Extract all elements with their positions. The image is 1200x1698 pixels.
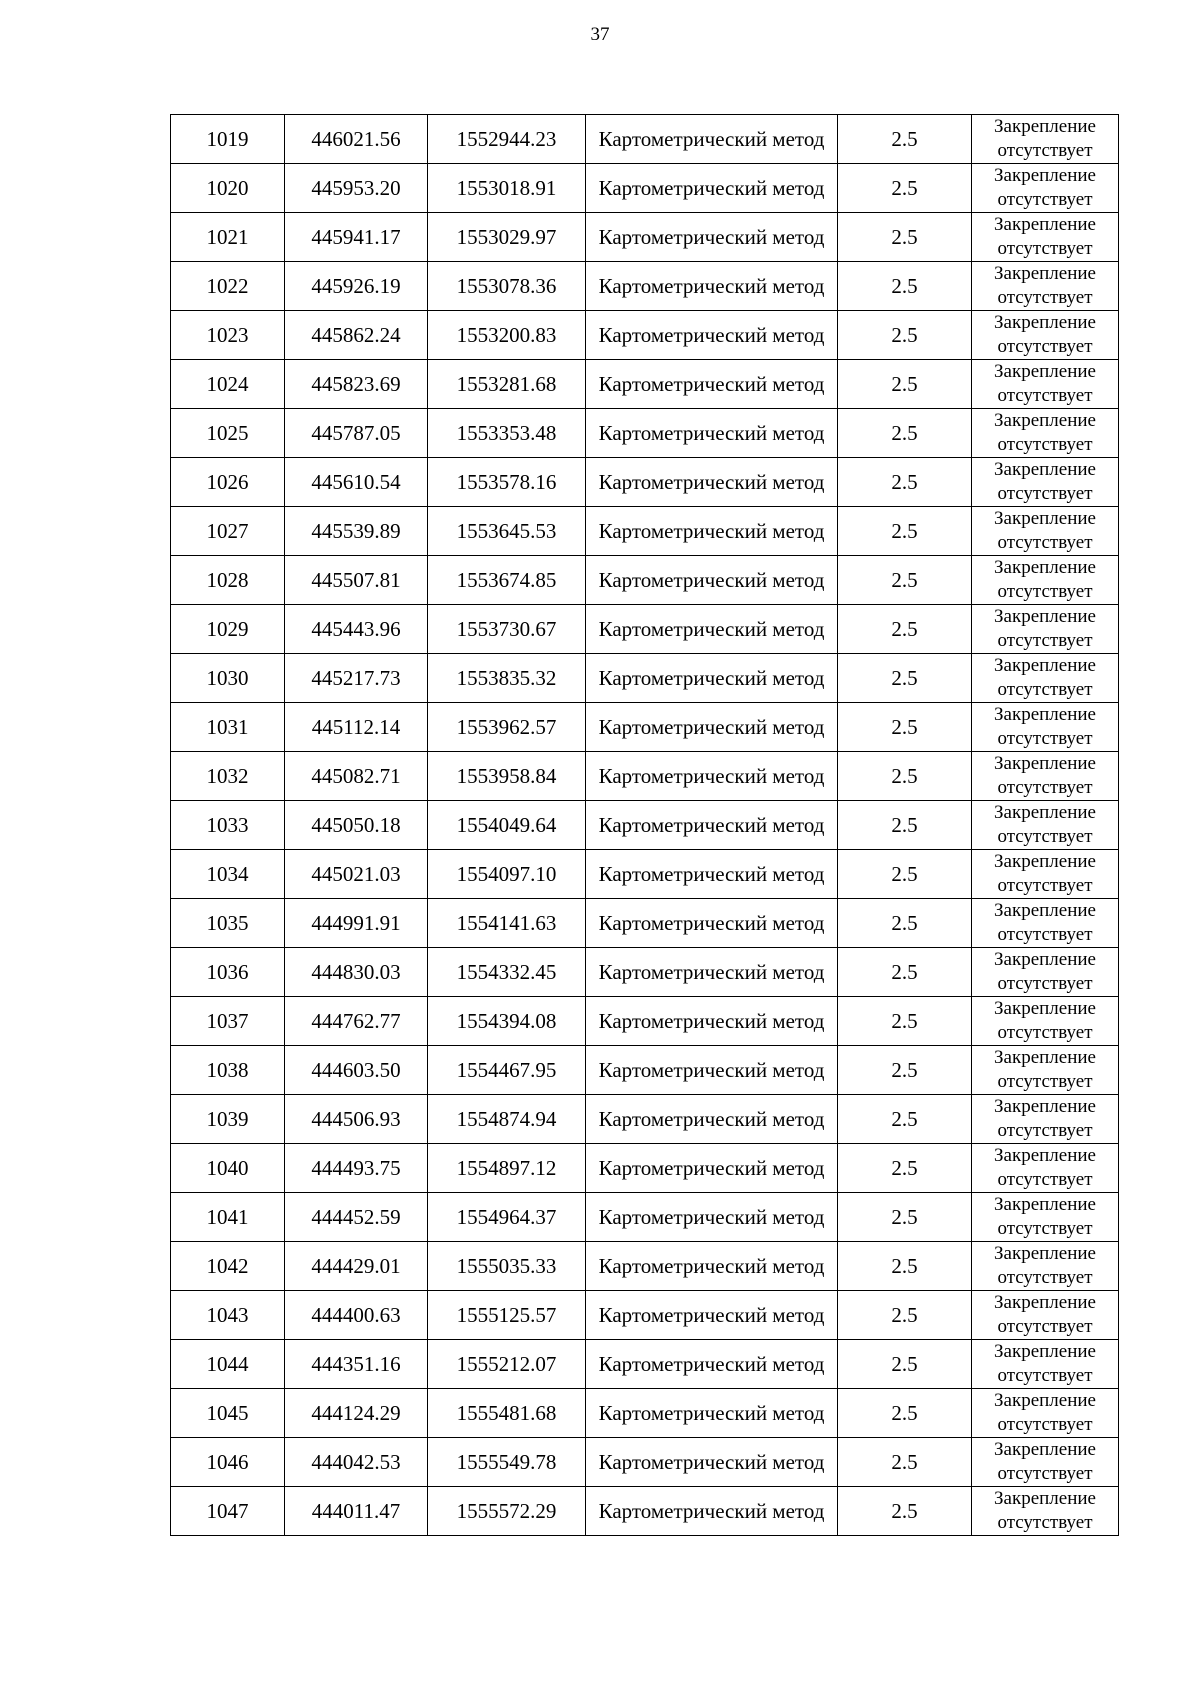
accuracy-cell: 2.5 xyxy=(838,948,972,997)
fixation-line: отсутствует xyxy=(997,679,1093,700)
fixation-cell xyxy=(972,899,1119,948)
fixation-line: отсутствует xyxy=(997,630,1093,651)
x-coordinate-cell: 445610.54 xyxy=(285,458,428,507)
fixation-line: Закрепление xyxy=(994,900,1096,921)
y-coordinate-cell: 1554897.12 xyxy=(428,1144,586,1193)
method-cell: Картометрический метод xyxy=(586,1242,838,1291)
accuracy-cell: 2.5 xyxy=(838,997,972,1046)
fixation-cell xyxy=(972,1389,1119,1438)
fixation-cell xyxy=(972,556,1119,605)
method-cell: Картометрический метод xyxy=(586,507,838,556)
fixation-line: Закрепление xyxy=(994,1341,1096,1362)
accuracy-cell: 2.5 xyxy=(838,850,972,899)
fixation-line: отсутствует xyxy=(997,1120,1093,1141)
accuracy-cell: 2.5 xyxy=(838,360,972,409)
method-cell: Картометрический метод xyxy=(586,360,838,409)
fixation-cell xyxy=(972,1095,1119,1144)
point-number-cell: 1028 xyxy=(171,556,285,605)
x-coordinate-cell: 444762.77 xyxy=(285,997,428,1046)
y-coordinate-cell: 1555212.07 xyxy=(428,1340,586,1389)
fixation-line: Закрепление xyxy=(994,851,1096,872)
fixation-line: отсутствует xyxy=(997,1463,1093,1484)
x-coordinate-cell: 445050.18 xyxy=(285,801,428,850)
accuracy-cell: 2.5 xyxy=(838,458,972,507)
x-coordinate-cell: 445507.81 xyxy=(285,556,428,605)
fixation-line: отсутствует xyxy=(997,1071,1093,1092)
method-cell: Картометрический метод xyxy=(586,1487,838,1536)
method-cell: Картометрический метод xyxy=(586,703,838,752)
point-number-cell: 1031 xyxy=(171,703,285,752)
fixation-cell xyxy=(972,850,1119,899)
accuracy-cell: 2.5 xyxy=(838,801,972,850)
fixation-line: Закрепление xyxy=(994,802,1096,823)
fixation-line: Закрепление xyxy=(994,557,1096,578)
fixation-line: Закрепление xyxy=(994,1096,1096,1117)
fixation-line: Закрепление xyxy=(994,753,1096,774)
table-row xyxy=(171,1487,1119,1536)
fixation-line: Закрепление xyxy=(994,165,1096,186)
fixation-cell xyxy=(972,605,1119,654)
x-coordinate-cell: 444493.75 xyxy=(285,1144,428,1193)
fixation-line: Закрепление xyxy=(994,214,1096,235)
fixation-line: Закрепление xyxy=(994,263,1096,284)
fixation-cell xyxy=(972,115,1119,164)
table-row xyxy=(171,311,1119,360)
fixation-line: отсутствует xyxy=(997,1218,1093,1239)
fixation-line: отсутствует xyxy=(997,973,1093,994)
x-coordinate-cell: 444124.29 xyxy=(285,1389,428,1438)
table-row xyxy=(171,948,1119,997)
table-row xyxy=(171,458,1119,507)
table-row xyxy=(171,360,1119,409)
fixation-line: отсутствует xyxy=(997,1512,1093,1533)
accuracy-cell: 2.5 xyxy=(838,409,972,458)
table-row xyxy=(171,1095,1119,1144)
table-row xyxy=(171,1389,1119,1438)
x-coordinate-cell: 444400.63 xyxy=(285,1291,428,1340)
y-coordinate-cell: 1553029.97 xyxy=(428,213,586,262)
fixation-cell xyxy=(972,1046,1119,1095)
accuracy-cell: 2.5 xyxy=(838,164,972,213)
method-cell: Картометрический метод xyxy=(586,115,838,164)
page-number: 37 xyxy=(590,24,610,45)
point-number-cell: 1020 xyxy=(171,164,285,213)
table-row xyxy=(171,213,1119,262)
coordinates-table xyxy=(170,114,1119,1536)
accuracy-cell: 2.5 xyxy=(838,262,972,311)
x-coordinate-cell: 445787.05 xyxy=(285,409,428,458)
point-number-cell: 1029 xyxy=(171,605,285,654)
fixation-line: отсутствует xyxy=(997,1365,1093,1386)
x-coordinate-cell: 444991.91 xyxy=(285,899,428,948)
fixation-line: Закрепление xyxy=(994,1243,1096,1264)
table-row xyxy=(171,654,1119,703)
y-coordinate-cell: 1553730.67 xyxy=(428,605,586,654)
method-cell: Картометрический метод xyxy=(586,458,838,507)
fixation-line: отсутствует xyxy=(997,581,1093,602)
fixation-line: Закрепление xyxy=(994,312,1096,333)
y-coordinate-cell: 1552944.23 xyxy=(428,115,586,164)
fixation-line: отсутствует xyxy=(997,728,1093,749)
fixation-line: Закрепление xyxy=(994,508,1096,529)
table-row xyxy=(171,262,1119,311)
y-coordinate-cell: 1553281.68 xyxy=(428,360,586,409)
x-coordinate-cell: 445862.24 xyxy=(285,311,428,360)
y-coordinate-cell: 1554467.95 xyxy=(428,1046,586,1095)
fixation-cell xyxy=(972,654,1119,703)
point-number-cell: 1042 xyxy=(171,1242,285,1291)
accuracy-cell: 2.5 xyxy=(838,1046,972,1095)
point-number-cell: 1027 xyxy=(171,507,285,556)
method-cell: Картометрический метод xyxy=(586,556,838,605)
fixation-line: отсутствует xyxy=(997,1022,1093,1043)
fixation-cell xyxy=(972,801,1119,850)
fixation-line: отсутствует xyxy=(997,532,1093,553)
point-number-cell: 1033 xyxy=(171,801,285,850)
point-number-cell: 1045 xyxy=(171,1389,285,1438)
fixation-cell xyxy=(972,1291,1119,1340)
accuracy-cell: 2.5 xyxy=(838,507,972,556)
fixation-line: отсутствует xyxy=(997,875,1093,896)
method-cell: Картометрический метод xyxy=(586,899,838,948)
accuracy-cell: 2.5 xyxy=(838,703,972,752)
y-coordinate-cell: 1553958.84 xyxy=(428,752,586,801)
accuracy-cell: 2.5 xyxy=(838,1291,972,1340)
point-number-cell: 1041 xyxy=(171,1193,285,1242)
fixation-cell xyxy=(972,948,1119,997)
x-coordinate-cell: 444351.16 xyxy=(285,1340,428,1389)
table-row xyxy=(171,556,1119,605)
point-number-cell: 1022 xyxy=(171,262,285,311)
y-coordinate-cell: 1555549.78 xyxy=(428,1438,586,1487)
table-row xyxy=(171,752,1119,801)
x-coordinate-cell: 445823.69 xyxy=(285,360,428,409)
accuracy-cell: 2.5 xyxy=(838,1487,972,1536)
table-row xyxy=(171,1242,1119,1291)
method-cell: Картометрический метод xyxy=(586,164,838,213)
table-row xyxy=(171,1144,1119,1193)
method-cell: Картометрический метод xyxy=(586,801,838,850)
fixation-cell xyxy=(972,507,1119,556)
method-cell: Картометрический метод xyxy=(586,605,838,654)
accuracy-cell: 2.5 xyxy=(838,605,972,654)
y-coordinate-cell: 1554097.10 xyxy=(428,850,586,899)
method-cell: Картометрический метод xyxy=(586,752,838,801)
point-number-cell: 1035 xyxy=(171,899,285,948)
y-coordinate-cell: 1555125.57 xyxy=(428,1291,586,1340)
fixation-cell xyxy=(972,458,1119,507)
fixation-line: отсутствует xyxy=(997,777,1093,798)
point-number-cell: 1040 xyxy=(171,1144,285,1193)
fixation-line: Закрепление xyxy=(994,116,1096,137)
table-row xyxy=(171,899,1119,948)
fixation-cell xyxy=(972,1340,1119,1389)
method-cell: Картометрический метод xyxy=(586,654,838,703)
fixation-cell xyxy=(972,262,1119,311)
table-row xyxy=(171,703,1119,752)
x-coordinate-cell: 445112.14 xyxy=(285,703,428,752)
table-row xyxy=(171,801,1119,850)
x-coordinate-cell: 444429.01 xyxy=(285,1242,428,1291)
point-number-cell: 1025 xyxy=(171,409,285,458)
fixation-line: отсутствует xyxy=(997,1267,1093,1288)
accuracy-cell: 2.5 xyxy=(838,1144,972,1193)
accuracy-cell: 2.5 xyxy=(838,1242,972,1291)
accuracy-cell: 2.5 xyxy=(838,556,972,605)
point-number-cell: 1021 xyxy=(171,213,285,262)
fixation-cell xyxy=(972,1242,1119,1291)
y-coordinate-cell: 1555035.33 xyxy=(428,1242,586,1291)
fixation-cell xyxy=(972,409,1119,458)
fixation-line: отсутствует xyxy=(997,1316,1093,1337)
accuracy-cell: 2.5 xyxy=(838,1193,972,1242)
y-coordinate-cell: 1555572.29 xyxy=(428,1487,586,1536)
point-number-cell: 1023 xyxy=(171,311,285,360)
y-coordinate-cell: 1554874.94 xyxy=(428,1095,586,1144)
fixation-line: Закрепление xyxy=(994,1194,1096,1215)
fixation-line: Закрепление xyxy=(994,704,1096,725)
x-coordinate-cell: 445941.17 xyxy=(285,213,428,262)
x-coordinate-cell: 444011.47 xyxy=(285,1487,428,1536)
y-coordinate-cell: 1553078.36 xyxy=(428,262,586,311)
x-coordinate-cell: 445021.03 xyxy=(285,850,428,899)
method-cell: Картометрический метод xyxy=(586,1144,838,1193)
table-row xyxy=(171,997,1119,1046)
fixation-line: Закрепление xyxy=(994,606,1096,627)
y-coordinate-cell: 1553578.16 xyxy=(428,458,586,507)
fixation-line: отсутствует xyxy=(997,483,1093,504)
point-number-cell: 1026 xyxy=(171,458,285,507)
accuracy-cell: 2.5 xyxy=(838,213,972,262)
point-number-cell: 1046 xyxy=(171,1438,285,1487)
method-cell: Картометрический метод xyxy=(586,997,838,1046)
x-coordinate-cell: 444830.03 xyxy=(285,948,428,997)
x-coordinate-cell: 444042.53 xyxy=(285,1438,428,1487)
table-row xyxy=(171,1291,1119,1340)
table-row xyxy=(171,850,1119,899)
fixation-line: Закрепление xyxy=(994,1488,1096,1509)
fixation-line: Закрепление xyxy=(994,1292,1096,1313)
fixation-line: отсутствует xyxy=(997,189,1093,210)
x-coordinate-cell: 446021.56 xyxy=(285,115,428,164)
x-coordinate-cell: 444506.93 xyxy=(285,1095,428,1144)
fixation-line: отсутствует xyxy=(997,287,1093,308)
point-number-cell: 1037 xyxy=(171,997,285,1046)
fixation-cell xyxy=(972,311,1119,360)
y-coordinate-cell: 1553674.85 xyxy=(428,556,586,605)
accuracy-cell: 2.5 xyxy=(838,1438,972,1487)
method-cell: Картометрический метод xyxy=(586,1193,838,1242)
fixation-line: Закрепление xyxy=(994,949,1096,970)
y-coordinate-cell: 1553353.48 xyxy=(428,409,586,458)
x-coordinate-cell: 445443.96 xyxy=(285,605,428,654)
fixation-cell xyxy=(972,1438,1119,1487)
x-coordinate-cell: 445926.19 xyxy=(285,262,428,311)
table-row xyxy=(171,1193,1119,1242)
method-cell: Картометрический метод xyxy=(586,311,838,360)
fixation-line: отсутствует xyxy=(997,1414,1093,1435)
x-coordinate-cell: 445539.89 xyxy=(285,507,428,556)
method-cell: Картометрический метод xyxy=(586,1438,838,1487)
y-coordinate-cell: 1553018.91 xyxy=(428,164,586,213)
point-number-cell: 1039 xyxy=(171,1095,285,1144)
point-number-cell: 1036 xyxy=(171,948,285,997)
fixation-line: Закрепление xyxy=(994,1145,1096,1166)
point-number-cell: 1032 xyxy=(171,752,285,801)
y-coordinate-cell: 1553200.83 xyxy=(428,311,586,360)
accuracy-cell: 2.5 xyxy=(838,1340,972,1389)
y-coordinate-cell: 1554332.45 xyxy=(428,948,586,997)
x-coordinate-cell: 445082.71 xyxy=(285,752,428,801)
fixation-line: Закрепление xyxy=(994,1390,1096,1411)
method-cell: Картометрический метод xyxy=(586,262,838,311)
fixation-line: отсутствует xyxy=(997,140,1093,161)
x-coordinate-cell: 445217.73 xyxy=(285,654,428,703)
point-number-cell: 1030 xyxy=(171,654,285,703)
y-coordinate-cell: 1553645.53 xyxy=(428,507,586,556)
x-coordinate-cell: 444452.59 xyxy=(285,1193,428,1242)
fixation-line: Закрепление xyxy=(994,459,1096,480)
y-coordinate-cell: 1554964.37 xyxy=(428,1193,586,1242)
point-number-cell: 1038 xyxy=(171,1046,285,1095)
fixation-cell xyxy=(972,360,1119,409)
y-coordinate-cell: 1553835.32 xyxy=(428,654,586,703)
fixation-line: Закрепление xyxy=(994,998,1096,1019)
method-cell: Картометрический метод xyxy=(586,1095,838,1144)
y-coordinate-cell: 1553962.57 xyxy=(428,703,586,752)
method-cell: Картометрический метод xyxy=(586,948,838,997)
accuracy-cell: 2.5 xyxy=(838,1389,972,1438)
fixation-cell xyxy=(972,703,1119,752)
fixation-line: отсутствует xyxy=(997,238,1093,259)
accuracy-cell: 2.5 xyxy=(838,899,972,948)
y-coordinate-cell: 1555481.68 xyxy=(428,1389,586,1438)
table-row xyxy=(171,164,1119,213)
point-number-cell: 1047 xyxy=(171,1487,285,1536)
table-row xyxy=(171,1340,1119,1389)
accuracy-cell: 2.5 xyxy=(838,654,972,703)
x-coordinate-cell: 445953.20 xyxy=(285,164,428,213)
y-coordinate-cell: 1554049.64 xyxy=(428,801,586,850)
table-row xyxy=(171,1438,1119,1487)
method-cell: Картометрический метод xyxy=(586,1046,838,1095)
method-cell: Картометрический метод xyxy=(586,1340,838,1389)
fixation-line: отсутствует xyxy=(997,336,1093,357)
point-number-cell: 1044 xyxy=(171,1340,285,1389)
method-cell: Картометрический метод xyxy=(586,1291,838,1340)
fixation-cell xyxy=(972,752,1119,801)
method-cell: Картометрический метод xyxy=(586,850,838,899)
fixation-cell xyxy=(972,164,1119,213)
fixation-line: отсутствует xyxy=(997,924,1093,945)
point-number-cell: 1034 xyxy=(171,850,285,899)
table-row xyxy=(171,1046,1119,1095)
x-coordinate-cell: 444603.50 xyxy=(285,1046,428,1095)
method-cell: Картометрический метод xyxy=(586,409,838,458)
fixation-cell xyxy=(972,1487,1119,1536)
point-number-cell: 1024 xyxy=(171,360,285,409)
fixation-line: отсутствует xyxy=(997,826,1093,847)
fixation-cell xyxy=(972,1144,1119,1193)
accuracy-cell: 2.5 xyxy=(838,1095,972,1144)
fixation-cell xyxy=(972,213,1119,262)
table-row xyxy=(171,507,1119,556)
fixation-cell xyxy=(972,997,1119,1046)
point-number-cell: 1019 xyxy=(171,115,285,164)
fixation-line: Закрепление xyxy=(994,655,1096,676)
table-row xyxy=(171,409,1119,458)
fixation-line: Закрепление xyxy=(994,1439,1096,1460)
fixation-line: Закрепление xyxy=(994,361,1096,382)
y-coordinate-cell: 1554394.08 xyxy=(428,997,586,1046)
table-row xyxy=(171,115,1119,164)
method-cell: Картометрический метод xyxy=(586,1389,838,1438)
y-coordinate-cell: 1554141.63 xyxy=(428,899,586,948)
fixation-line: Закрепление xyxy=(994,410,1096,431)
fixation-cell xyxy=(972,1193,1119,1242)
fixation-line: отсутствует xyxy=(997,434,1093,455)
accuracy-cell: 2.5 xyxy=(838,752,972,801)
point-number-cell: 1043 xyxy=(171,1291,285,1340)
fixation-line: отсутствует xyxy=(997,385,1093,406)
fixation-line: Закрепление xyxy=(994,1047,1096,1068)
fixation-line: отсутствует xyxy=(997,1169,1093,1190)
coordinates-table-body xyxy=(171,115,1119,1536)
method-cell: Картометрический метод xyxy=(586,213,838,262)
table-row xyxy=(171,605,1119,654)
accuracy-cell: 2.5 xyxy=(838,115,972,164)
accuracy-cell: 2.5 xyxy=(838,311,972,360)
